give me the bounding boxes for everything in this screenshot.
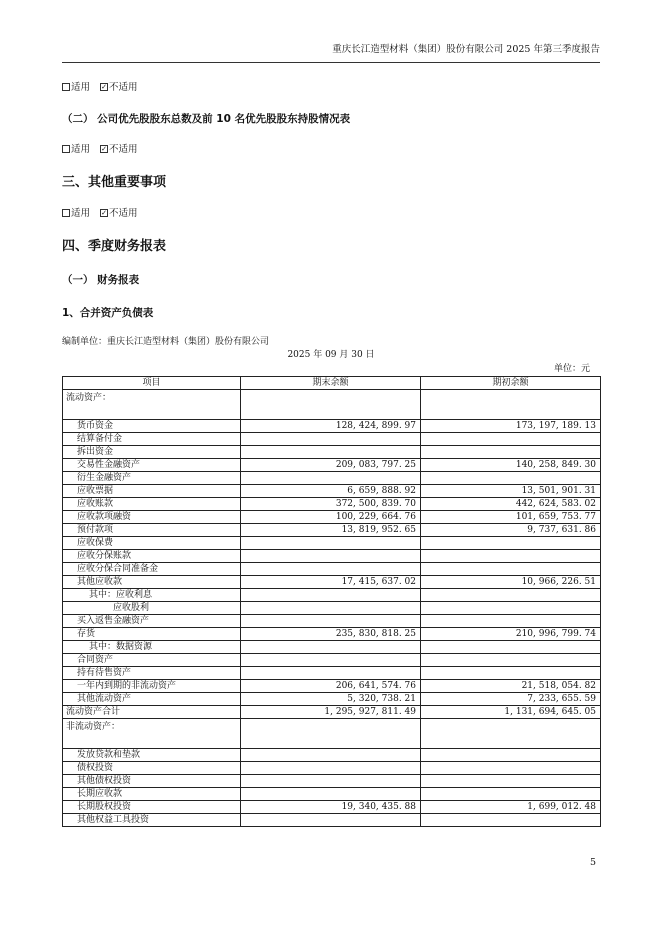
applicability-options-1 bbox=[62, 82, 138, 94]
table-row bbox=[63, 420, 601, 433]
column-header-begin-balance: 期初余额 bbox=[421, 377, 601, 390]
table-row bbox=[63, 485, 601, 498]
option-applicable-label: 适用 bbox=[71, 82, 91, 93]
begin-balance-cell: 101, 659, 753. 77 bbox=[421, 511, 601, 524]
column-header-item: 项目 bbox=[63, 377, 241, 390]
section-4-1-heading: （一） 财务报表 bbox=[62, 274, 140, 286]
row-label: 长期股权投资 bbox=[63, 801, 241, 814]
table-row bbox=[63, 524, 601, 537]
option-applicable-label: 适用 bbox=[71, 208, 91, 219]
page-number: 5 bbox=[590, 857, 597, 868]
table-row bbox=[63, 654, 601, 667]
begin-balance-cell: 13, 501, 901. 31 bbox=[421, 485, 601, 498]
table-row bbox=[63, 589, 601, 602]
row-label: 应收账款 bbox=[63, 498, 241, 511]
end-balance-cell: 6, 659, 888. 92 bbox=[241, 485, 421, 498]
end-balance-cell bbox=[241, 433, 421, 446]
applicability-options-3 bbox=[62, 208, 138, 220]
begin-balance-cell bbox=[421, 537, 601, 550]
row-label: 一年内到期的非流动资产 bbox=[63, 680, 241, 693]
balance-sheet-table bbox=[62, 376, 601, 827]
end-balance-cell bbox=[241, 537, 421, 550]
row-label: 其他应收款 bbox=[63, 576, 241, 589]
table-row bbox=[63, 719, 601, 749]
prepared-by: 编制单位：重庆长江造型材料（集团）股份有限公司 bbox=[62, 337, 270, 347]
begin-balance-cell bbox=[421, 654, 601, 667]
begin-balance-cell bbox=[421, 433, 601, 446]
table-row bbox=[63, 550, 601, 563]
checkbox-checked-icon: ✓ bbox=[101, 209, 107, 217]
checkbox-empty-icon bbox=[62, 83, 70, 91]
row-label: 其中：应收利息 bbox=[63, 589, 241, 602]
column-header-end-balance: 期末余额 bbox=[241, 377, 421, 390]
row-label: 应收分保合同准备金 bbox=[63, 563, 241, 576]
table-row bbox=[63, 537, 601, 550]
table-row bbox=[63, 706, 601, 719]
end-balance-cell: 5, 320, 738. 21 bbox=[241, 693, 421, 706]
begin-balance-cell: 140, 258, 849. 30 bbox=[421, 459, 601, 472]
begin-balance-cell bbox=[421, 615, 601, 628]
row-label: 存货 bbox=[63, 628, 241, 641]
begin-balance-cell: 442, 624, 583. 02 bbox=[421, 498, 601, 511]
begin-balance-cell bbox=[421, 589, 601, 602]
row-label: 其他债权投资 bbox=[63, 775, 241, 788]
row-label: 债权投资 bbox=[63, 762, 241, 775]
checkbox-empty-icon bbox=[62, 209, 70, 217]
begin-balance-cell bbox=[421, 446, 601, 459]
end-balance-cell bbox=[241, 667, 421, 680]
begin-balance-cell: 9, 737, 631. 86 bbox=[421, 524, 601, 537]
end-balance-cell: 1, 295, 927, 811. 49 bbox=[241, 706, 421, 719]
row-label: 结算备付金 bbox=[63, 433, 241, 446]
applicability-options-2 bbox=[62, 144, 138, 156]
row-label: 应收保费 bbox=[63, 537, 241, 550]
row-label: 货币资金 bbox=[63, 420, 241, 433]
end-balance-cell bbox=[241, 472, 421, 485]
subsection-1-heading: 1、合并资产负债表 bbox=[62, 307, 154, 319]
unit-label: 单位：元 bbox=[553, 364, 590, 374]
begin-balance-cell: 7, 233, 655. 59 bbox=[421, 693, 601, 706]
begin-balance-cell bbox=[421, 788, 601, 801]
begin-balance-cell bbox=[421, 641, 601, 654]
end-balance-cell: 372, 500, 839. 70 bbox=[241, 498, 421, 511]
row-label: 应收股利 bbox=[63, 602, 241, 615]
table-row bbox=[63, 498, 601, 511]
begin-balance-cell bbox=[421, 814, 601, 827]
end-balance-cell bbox=[241, 615, 421, 628]
end-balance-cell: 206, 641, 574. 76 bbox=[241, 680, 421, 693]
begin-balance-cell bbox=[421, 667, 601, 680]
begin-balance-cell bbox=[421, 602, 601, 615]
row-label: 持有待售资产 bbox=[63, 667, 241, 680]
table-row bbox=[63, 628, 601, 641]
row-label: 其他流动资产 bbox=[63, 693, 241, 706]
row-label: 其他权益工具投资 bbox=[63, 814, 241, 827]
table-row bbox=[63, 788, 601, 801]
end-balance-cell: 13, 819, 952. 65 bbox=[241, 524, 421, 537]
row-label: 买入返售金融资产 bbox=[63, 615, 241, 628]
option-not-applicable-label: 不适用 bbox=[109, 208, 138, 219]
begin-balance-cell: 1, 131, 694, 645. 05 bbox=[421, 706, 601, 719]
table-row bbox=[63, 775, 601, 788]
page-header: 重庆长江造型材料（集团）股份有限公司 2025 年第三季度报告 bbox=[62, 40, 600, 63]
begin-balance-cell: 21, 518, 054. 82 bbox=[421, 680, 601, 693]
row-label: 应收票据 bbox=[63, 485, 241, 498]
begin-balance-cell bbox=[421, 563, 601, 576]
row-label: 衍生金融资产 bbox=[63, 472, 241, 485]
end-balance-cell bbox=[241, 550, 421, 563]
end-balance-cell bbox=[241, 788, 421, 801]
end-balance-cell bbox=[241, 563, 421, 576]
begin-balance-cell: 1, 699, 012. 48 bbox=[421, 801, 601, 814]
table-row bbox=[63, 749, 601, 762]
begin-balance-cell: 210, 996, 799. 74 bbox=[421, 628, 601, 641]
table-row bbox=[63, 680, 601, 693]
table-row bbox=[63, 511, 601, 524]
row-label: 拆出资金 bbox=[63, 446, 241, 459]
row-label: 应收分保账款 bbox=[63, 550, 241, 563]
end-balance-cell bbox=[241, 775, 421, 788]
table-row bbox=[63, 446, 601, 459]
checkbox-checked-icon: ✓ bbox=[101, 83, 107, 91]
checkbox-checked-icon: ✓ bbox=[101, 145, 107, 153]
end-balance-cell bbox=[241, 654, 421, 667]
row-label: 应收款项融资 bbox=[63, 511, 241, 524]
begin-balance-cell bbox=[421, 390, 601, 420]
begin-balance-cell bbox=[421, 762, 601, 775]
begin-balance-cell bbox=[421, 472, 601, 485]
begin-balance-cell bbox=[421, 775, 601, 788]
table-header-row bbox=[63, 377, 601, 390]
table-row bbox=[63, 667, 601, 680]
section-4-heading: 四、季度财务报表 bbox=[62, 239, 167, 254]
table-row bbox=[63, 390, 601, 420]
row-label: 合同资产 bbox=[63, 654, 241, 667]
option-not-applicable-label: 不适用 bbox=[109, 82, 138, 93]
end-balance-cell: 17, 415, 637. 02 bbox=[241, 576, 421, 589]
end-balance-cell bbox=[241, 446, 421, 459]
end-balance-cell bbox=[241, 641, 421, 654]
table-row bbox=[63, 615, 601, 628]
table-row bbox=[63, 602, 601, 615]
row-label: 交易性金融资产 bbox=[63, 459, 241, 472]
begin-balance-cell bbox=[421, 749, 601, 762]
option-applicable-label: 适用 bbox=[71, 144, 91, 155]
table-row bbox=[63, 433, 601, 446]
end-balance-cell bbox=[241, 589, 421, 602]
section-2-2-heading: （二） 公司优先股股东总数及前 10 名优先股股东持股情况表 bbox=[62, 113, 351, 125]
row-label: 非流动资产： bbox=[63, 719, 241, 749]
end-balance-cell bbox=[241, 814, 421, 827]
table-row bbox=[63, 472, 601, 485]
checkbox-empty-icon bbox=[62, 145, 70, 153]
end-balance-cell: 128, 424, 899. 97 bbox=[241, 420, 421, 433]
table-row bbox=[63, 814, 601, 827]
begin-balance-cell bbox=[421, 550, 601, 563]
row-label: 长期应收款 bbox=[63, 788, 241, 801]
row-label: 发放贷款和垫款 bbox=[63, 749, 241, 762]
row-label: 预付款项 bbox=[63, 524, 241, 537]
end-balance-cell: 19, 340, 435. 88 bbox=[241, 801, 421, 814]
end-balance-cell: 235, 830, 818. 25 bbox=[241, 628, 421, 641]
table-row bbox=[63, 459, 601, 472]
option-not-applicable-label: 不适用 bbox=[109, 144, 138, 155]
table-row bbox=[63, 801, 601, 814]
table-row bbox=[63, 576, 601, 589]
end-balance-cell: 209, 083, 797. 25 bbox=[241, 459, 421, 472]
end-balance-cell bbox=[241, 749, 421, 762]
report-date: 2025 年 09 月 30 日 bbox=[287, 350, 375, 360]
table-body bbox=[63, 390, 601, 827]
end-balance-cell bbox=[241, 719, 421, 749]
row-label: 流动资产合计 bbox=[63, 706, 241, 719]
table-row bbox=[63, 563, 601, 576]
begin-balance-cell: 173, 197, 189. 13 bbox=[421, 420, 601, 433]
table-row bbox=[63, 762, 601, 775]
row-label: 流动资产： bbox=[63, 390, 241, 420]
table-row bbox=[63, 693, 601, 706]
end-balance-cell bbox=[241, 390, 421, 420]
begin-balance-cell bbox=[421, 719, 601, 749]
row-label: 其中：数据资源 bbox=[63, 641, 241, 654]
begin-balance-cell: 10, 966, 226. 51 bbox=[421, 576, 601, 589]
end-balance-cell: 100, 229, 664. 76 bbox=[241, 511, 421, 524]
table-row bbox=[63, 641, 601, 654]
end-balance-cell bbox=[241, 762, 421, 775]
end-balance-cell bbox=[241, 602, 421, 615]
section-3-heading: 三、其他重要事项 bbox=[62, 175, 167, 190]
